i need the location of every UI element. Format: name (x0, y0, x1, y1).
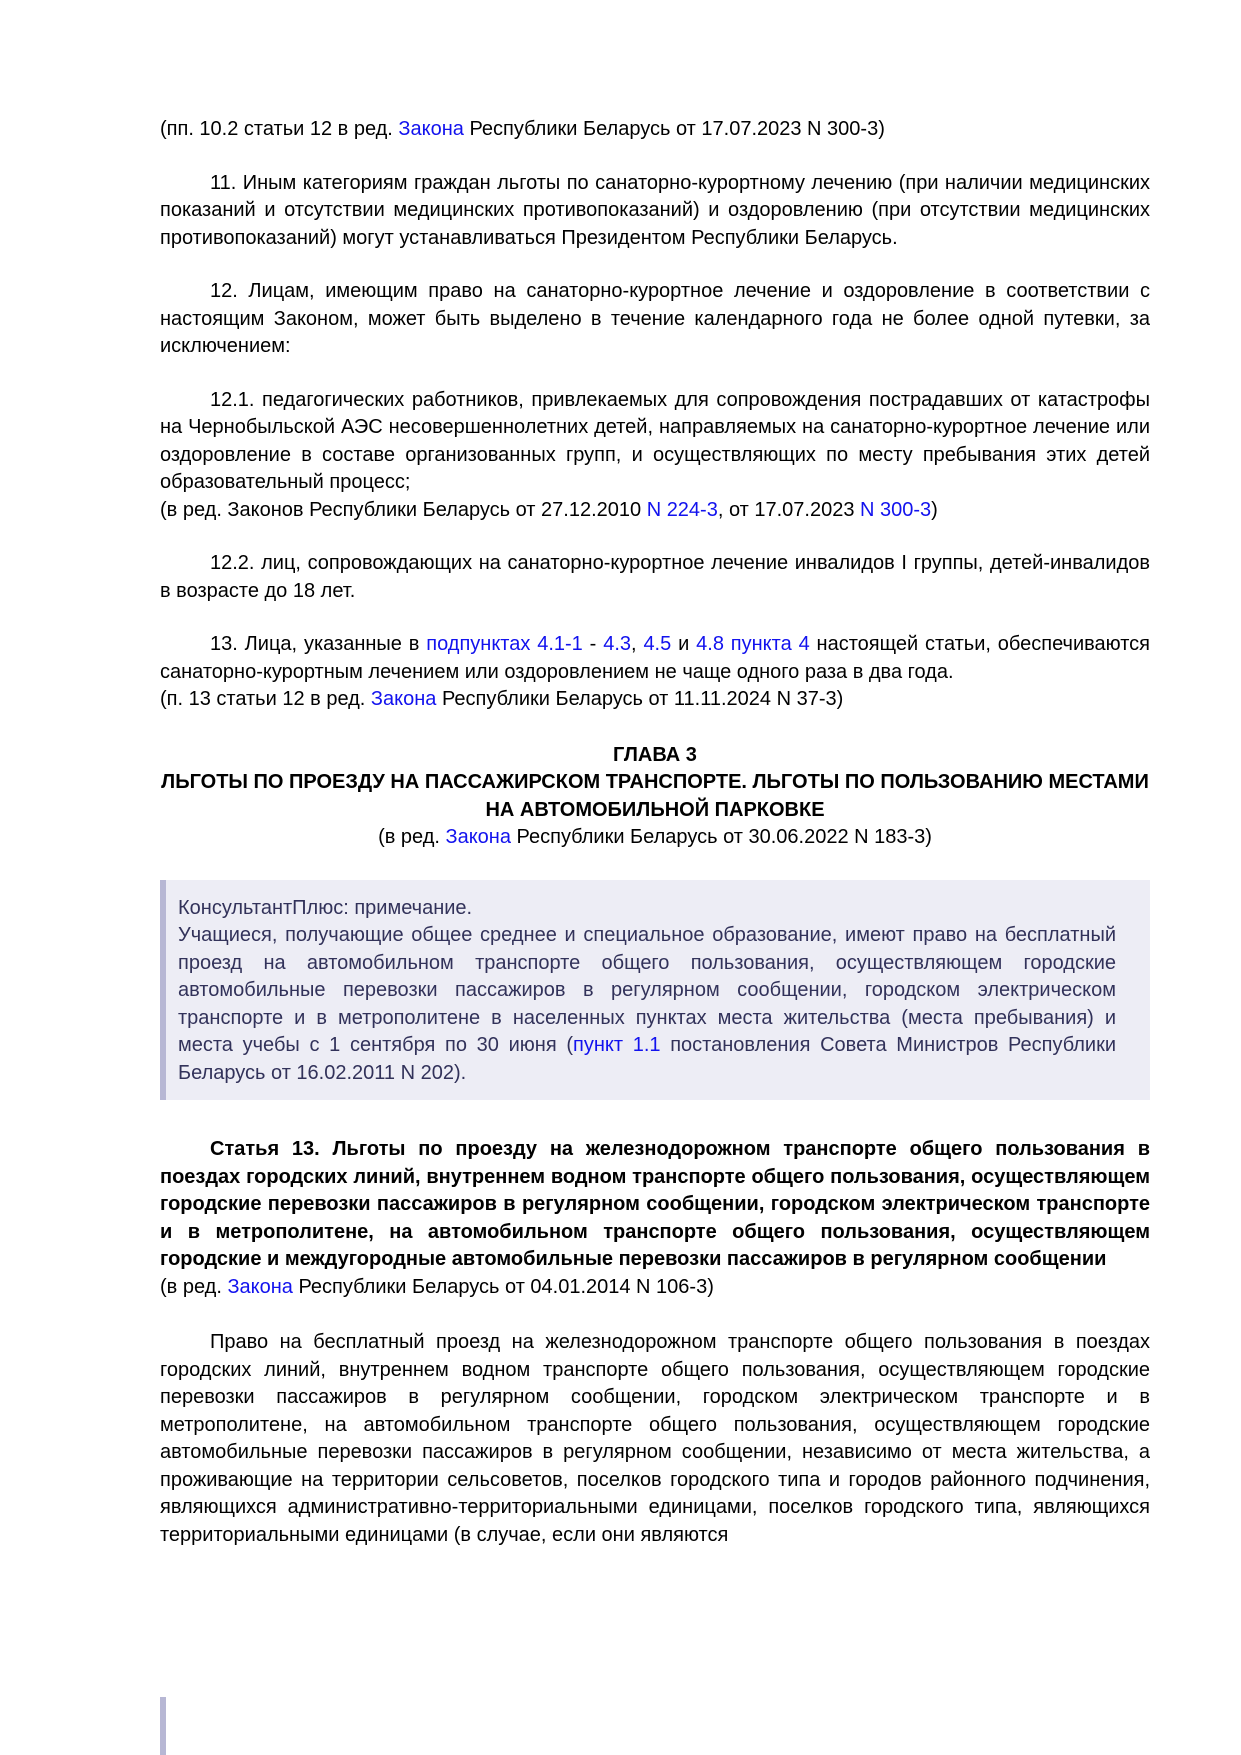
doc-link[interactable]: Закона (227, 1275, 293, 1298)
article-13-title: Статья 13. Льготы по проезду на железнодорожном транспорте общего пользования в поездах городских линий, внутреннем водном транспорте общего пользования, осуществляющем городские перевозки пассажиров в регулярном сообщении, городском электрическом транспорте и в метрополитене, на автомобильном транспорте общего пользования, осуществляющем городские и междугородные автомобильные перевозки пассажиров в регулярном сообщении (160, 1138, 1150, 1270)
text-run: Республики Беларусь от 11.11.2024 N 37-3) (436, 688, 844, 710)
chapter-title: ЛЬГОТЫ ПО ПРОЕЗДУ НА ПАССАЖИРСКОМ ТРАНСПОРТЕ. ЛЬГОТЫ ПО ПОЛЬЗОВАНИЮ МЕСТАМИ НА АВТОМОБИЛЬНОЙ ПАРКОВКЕ (161, 771, 1149, 821)
text-run: , от 17.07.2023 (717, 498, 861, 521)
doc-link[interactable]: N 224-3 (646, 498, 718, 521)
next-note-box-partial-border (160, 1697, 166, 1755)
chapter-3-heading (160, 742, 1150, 852)
amendment-note-pp-10-2 (160, 116, 1150, 144)
amendment-note-12-1 (160, 497, 1150, 525)
doc-link[interactable]: пункт 1.1 (573, 1034, 661, 1056)
note-body (178, 922, 1116, 1087)
doc-link[interactable]: Закона (445, 826, 511, 848)
doc-link[interactable]: подпунктах 4.1-1 (426, 633, 583, 655)
text-run: 13. Лица, указанные в (210, 633, 427, 655)
paragraph-12-2: 12.2. лиц, сопровождающих на санаторно-курортное лечение инвалидов I группы, детей-инвалидов в возрасте до 18 лет. (160, 552, 1150, 602)
note-title: КонсультантПлюс: примечание. (178, 896, 473, 919)
paragraph-13 (160, 631, 1150, 686)
text-run: , (631, 633, 644, 655)
doc-link[interactable]: N 300-3 (860, 498, 932, 521)
text-run: Республики Беларусь от 04.01.2014 N 106-3) (292, 1275, 714, 1298)
text-run: (в ред. (378, 826, 446, 848)
chapter-label: ГЛАВА 3 (613, 743, 697, 766)
text-run: - (582, 633, 604, 655)
text-run: и (671, 633, 697, 655)
doc-link[interactable]: 4.3 (603, 633, 632, 655)
text-run: (п. 13 статьи 12 в ред. (160, 688, 371, 710)
text-run: постановления Совета Министров Республики Беларусь от 16.02.2011 N 202). (178, 1034, 1117, 1084)
text-run: Республики Беларусь от 17.07.2023 N 300-3) (463, 118, 885, 140)
paragraph-11: 11. Иным категориям граждан льготы по санаторно-курортному лечению (при наличии медицинских показаний и отсутствии медицинских противопоказаний) и оздоровлению (при отсутствии медицинских противопоказаний) могут устанавливаться Президентом Республики Беларусь. (160, 171, 1150, 249)
text-run: (в ред. Законов Республики Беларусь от 27.12.2010 (160, 498, 647, 521)
text-run: ) (931, 498, 938, 521)
paragraph-12: 12. Лицам, имеющим право на санаторно-курортное лечение и оздоровление в соответствии с настоящим Законом, может быть выделено в течение календарного года не более одной путевки, за исключением: (160, 280, 1150, 357)
doc-link[interactable]: 4.8 пункта 4 (696, 633, 810, 655)
amendment-note-p-13 (160, 686, 1150, 714)
chapter-amendment-note (160, 824, 1150, 852)
text-run: настоящей статьи, обеспечиваются санаторно-курортным лечением или оздоровлением не чаще одного раза в два года. (160, 633, 1150, 683)
doc-link[interactable]: 4.5 (643, 633, 672, 655)
text-run: (в ред. (160, 1275, 228, 1298)
doc-link[interactable]: Закона (370, 688, 437, 710)
text-run: Учащиеся, получающие общее среднее и специальное образование, имеют право на бесплатный проезд на автомобильном транспорте общего пользования, осуществляющем городские автомобильные перевозки пассажиров в регулярном сообщении, городском электрическом транспорте и в метрополитене в населенных пунктах места жительства (места пребывания) и места учебы с 1 сентября по 30 июня ( (178, 924, 1116, 1056)
text-run: (пп. 10.2 статьи 12 в ред. (160, 118, 399, 140)
consultant-plus-note-box (160, 880, 1150, 1101)
doc-link[interactable]: Закона (398, 118, 464, 140)
paragraph-article-13-body: Право на бесплатный проезд на железнодорожном транспорте общего пользования в поездах городских линий, внутреннем водном транспорте общего пользования, осуществляющем городские перевозки пассажиров в регулярном сообщении, городском электрическом транспорте и в метрополитене, на автомобильном транспорте общего пользования, осуществляющем городские автомобильные перевозки пассажиров в регулярном сообщении, независимо от места жительства, а проживающие на территории сельсоветов, поселков городского типа и городов районного подчинения, являющихся административно-территориальными единицами, поселков городского типа, являющихся территориальными единицами (в случае, если они являются (160, 1331, 1150, 1546)
text-run: Республики Беларусь от 30.06.2022 N 183-3) (510, 826, 932, 848)
article-13-amendment-note (160, 1274, 1150, 1302)
paragraph-12-1: 12.1. педагогических работников, привлекаемых для сопровождения пострадавших от катастрофы на Чернобыльской АЭС несовершеннолетних детей, направляемых на санаторно-курортное лечение или оздоровление в составе организованных групп, и осуществляющих по месту пребывания этих детей образовательный процесс; (160, 388, 1150, 493)
